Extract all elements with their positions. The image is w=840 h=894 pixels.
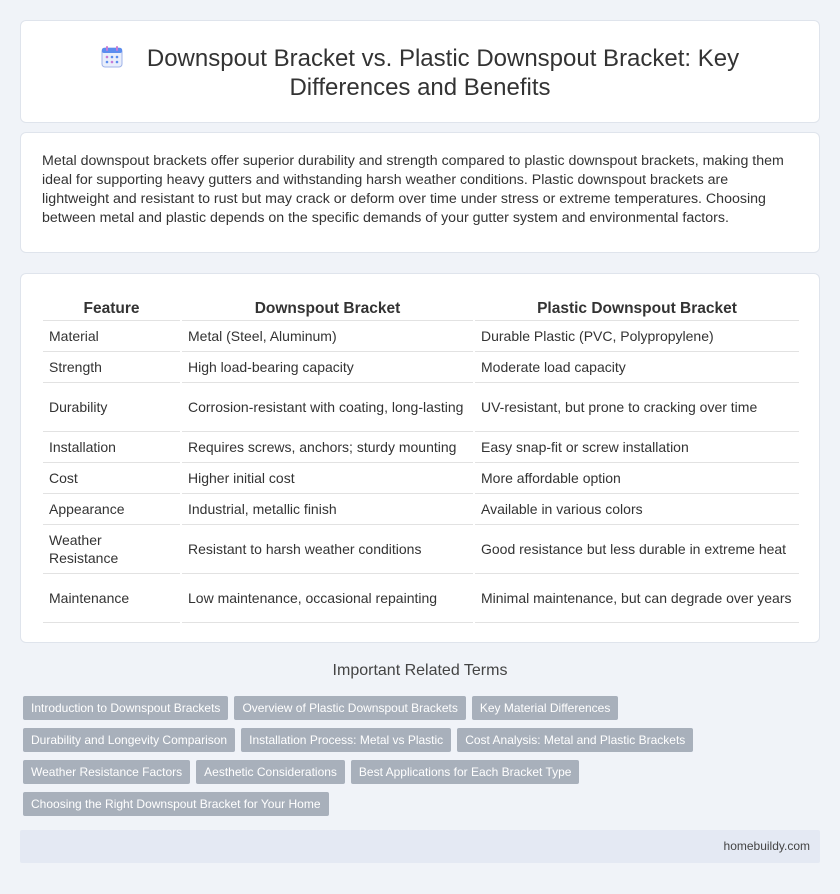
plastic-cell: Easy snap-fit or screw installation (474, 431, 799, 462)
related-term-tag[interactable]: Best Applications for Each Bracket Type (351, 760, 580, 784)
metal-cell: Corrosion-resistant with coating, long-lasting (181, 382, 474, 431)
comparison-table (43, 296, 799, 623)
plastic-cell: UV-resistant, but prone to cracking over time (474, 382, 799, 431)
metal-cell: Resistant to harsh weather conditions (181, 524, 474, 573)
intro-card (20, 132, 820, 253)
tag-row (23, 728, 823, 760)
header-feature: Feature (43, 296, 181, 320)
table-row (43, 524, 799, 573)
header-downspout-bracket: Downspout Bracket (181, 296, 474, 320)
title-card (20, 20, 820, 123)
related-terms-title: Important Related Terms (332, 662, 508, 679)
feature-cell: Installation (43, 431, 181, 462)
feature-cell: Durability (43, 382, 181, 431)
header-plastic-downspout-bracket: Plastic Downspout Bracket (474, 296, 799, 320)
feature-cell: Maintenance (43, 573, 181, 622)
tag-row (23, 760, 823, 792)
plastic-cell: Moderate load capacity (474, 351, 799, 382)
page-title: Downspout Bracket vs. Plastic Downspout Bracket: Key Differences and Benefits (146, 45, 740, 101)
feature-cell: Cost (43, 462, 181, 493)
page-title-wrap (21, 44, 819, 102)
plastic-cell: Minimal maintenance, but can degrade over years (474, 573, 799, 622)
feature-cell: Strength (43, 351, 181, 382)
related-term-tag[interactable]: Introduction to Downspout Brackets (23, 696, 228, 720)
table-row (43, 573, 799, 622)
metal-cell: Metal (Steel, Aluminum) (181, 320, 474, 351)
table-row (43, 351, 799, 382)
metal-cell: Requires screws, anchors; sturdy mounting (181, 431, 474, 462)
table-row (43, 431, 799, 462)
related-terms-tags (23, 696, 823, 824)
intro-text: Metal downspout brackets offer superior durability and strength compared to plastic downspout brackets, making them ideal for supporting heavy gutters and withstanding harsh weather conditions. Plastic downspout brackets are lightweight and resistant to rust but may crack or deform over time under stress or extreme temperatures. Choosing between metal and plastic depends on the specific demands of your gutter system and environmental factors. (42, 153, 784, 226)
metal-cell: High load-bearing capacity (181, 351, 474, 382)
plastic-cell: Good resistance but less durable in extreme heat (474, 524, 799, 573)
footer (20, 830, 820, 863)
related-term-tag[interactable]: Choosing the Right Downspout Bracket for Your Home (23, 792, 329, 816)
footer-site-link[interactable]: homebuildy.com (723, 839, 810, 853)
feature-cell: Appearance (43, 493, 181, 524)
feature-cell: Material (43, 320, 181, 351)
plastic-cell: More affordable option (474, 462, 799, 493)
feature-cell: Weather Resistance (43, 524, 181, 573)
comparison-card (20, 273, 820, 643)
related-term-tag[interactable]: Key Material Differences (472, 696, 619, 720)
tag-row (23, 696, 823, 728)
metal-cell: Higher initial cost (181, 462, 474, 493)
metal-cell: Low maintenance, occasional repainting (181, 573, 474, 622)
table-header-row (43, 296, 799, 320)
plastic-cell: Available in various colors (474, 493, 799, 524)
related-term-tag[interactable]: Aesthetic Considerations (196, 760, 345, 784)
table-row (43, 462, 799, 493)
table-row (43, 493, 799, 524)
table-row (43, 382, 799, 431)
metal-cell: Industrial, metallic finish (181, 493, 474, 524)
tag-row (23, 792, 823, 824)
related-term-tag[interactable]: Weather Resistance Factors (23, 760, 190, 784)
related-term-tag[interactable]: Overview of Plastic Downspout Brackets (234, 696, 465, 720)
related-term-tag[interactable]: Cost Analysis: Metal and Plastic Brackets (457, 728, 693, 752)
related-term-tag[interactable]: Installation Process: Metal vs Plastic (241, 728, 451, 752)
related-term-tag[interactable]: Durability and Longevity Comparison (23, 728, 235, 752)
calendar-icon (101, 46, 123, 68)
table-row (43, 320, 799, 351)
plastic-cell: Durable Plastic (PVC, Polypropylene) (474, 320, 799, 351)
